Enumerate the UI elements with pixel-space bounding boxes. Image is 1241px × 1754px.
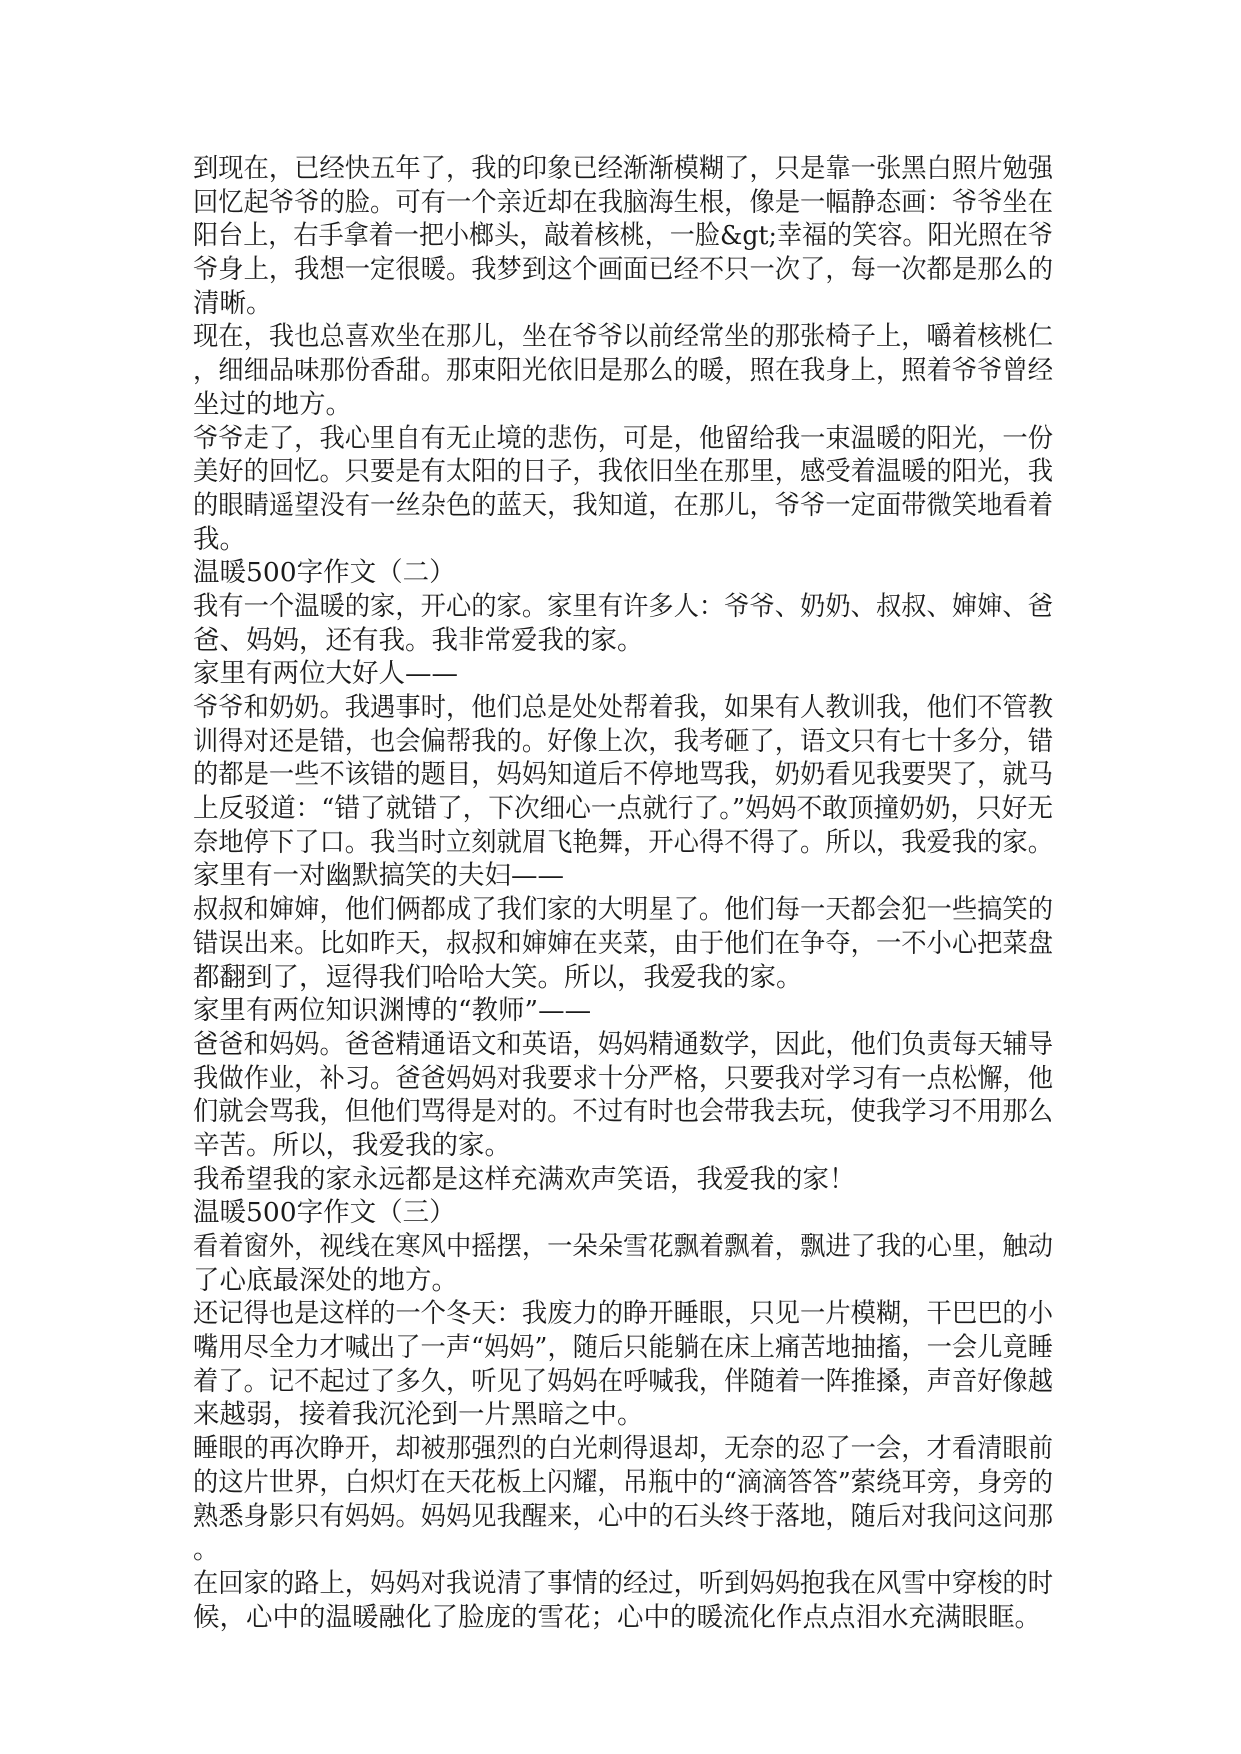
text-line: 我。 — [193, 523, 246, 555]
text-line: 睡眼的再次睁开，却被那强烈的白光刺得退却，无奈的忍了一会，才看清眼前 — [193, 1433, 1053, 1465]
text-line: 家里有两位大好人—— — [193, 658, 458, 690]
text-line: ，细细品味那份香甜。那束阳光依旧是那么的暖，照在我身上，照着爷爷曾经 — [193, 355, 1053, 387]
text-line: 的眼睛遥望没有一丝杂色的蓝天，我知道，在那儿，爷爷一定面带微笑地看着 — [193, 489, 1053, 521]
text-line: 家里有两位知识渊博的“教师”—— — [193, 995, 592, 1027]
text-line: 错误出来。比如昨天，叔叔和婶婶在夹菜，由于他们在争夺，一不小心把菜盘 — [193, 927, 1053, 959]
text-line: 。 — [193, 1534, 220, 1566]
text-line: 着了。记不起过了多久，听见了妈妈在呼喊我，伴随着一阵推搡，声音好像越 — [193, 1365, 1053, 1397]
text-line: 爸爸和妈妈。爸爸精通语文和英语，妈妈精通数学，因此，他们负责每天辅导 — [193, 1028, 1053, 1060]
text-line: 还记得也是这样的一个冬天：我废力的睁开睡眼，只见一片模糊，干巴巴的小 — [193, 1298, 1053, 1330]
text-line: 我做作业，补习。爸爸妈妈对我要求十分严格，只要我对学习有一点松懈，他 — [193, 1062, 1053, 1094]
text-line: 都翻到了，逗得我们哈哈大笑。所以，我爱我的家。 — [193, 961, 803, 993]
text-line: 温暖500字作文（二） — [193, 557, 456, 589]
text-line: 爸、妈妈，还有我。我非常爱我的家。 — [193, 624, 644, 656]
text-line: 训得对还是错，也会偏帮我的。好像上次，我考砸了，语文只有七十多分，错 — [193, 725, 1053, 757]
text-line: 清晰。 — [193, 287, 273, 319]
text-line: 阳台上，右手拿着一把小榔头，敲着核桃，一脸&gt;幸福的笑容。阳光照在爷 — [193, 220, 1053, 252]
text-line: 熟悉身影只有妈妈。妈妈见我醒来，心中的石头终于落地，随后对我问这问那 — [193, 1500, 1053, 1532]
text-line: 家里有一对幽默搞笑的夫妇—— — [193, 860, 564, 892]
text-line: 我希望我的家永远都是这样充满欢声笑语，我爱我的家！ — [193, 1163, 856, 1195]
text-line: 现在，我也总喜欢坐在那儿，坐在爷爷以前经常坐的那张椅子上，嚼着核桃仁 — [193, 321, 1053, 353]
text-line: 了心底最深处的地方。 — [193, 1264, 458, 1296]
text-line: 嘴用尽全力才喊出了一声“妈妈”，随后只能躺在床上痛苦地抽搐，一会儿竟睡 — [193, 1332, 1053, 1364]
text-line: 们就会骂我，但他们骂得是对的。不过有时也会带我去玩，使我学习不用那么 — [193, 1096, 1053, 1128]
text-line: 爷爷走了，我心里自有无止境的悲伤，可是，他留给我一束温暖的阳光，一份 — [193, 422, 1053, 454]
document-body — [193, 152, 1053, 1634]
text-line: 奈地停下了口。我当时立刻就眉飞艳舞，开心得不得了。所以，我爱我的家。 — [193, 826, 1053, 858]
text-line: 爷爷和奶奶。我遇事时，他们总是处处帮着我，如果有人教训我，他们不管教 — [193, 692, 1053, 723]
text-line: 到现在，已经快五年了，我的印象已经渐渐模糊了，只是靠一张黑白照片勉强 — [193, 153, 1053, 184]
text-line: 候，心中的温暖融化了脸庞的雪花；心中的暖流化作点点泪水充满眼眶。 — [193, 1601, 1041, 1633]
text-line: 在回家的路上，妈妈对我说清了事情的经过，听到妈妈抱我在风雪中穿梭的时 — [193, 1567, 1053, 1599]
text-line: 的这片世界，白炽灯在天花板上闪耀，吊瓶中的“滴滴答答”萦绕耳旁，身旁的 — [193, 1466, 1053, 1498]
text-line: 爷身上，我想一定很暖。我梦到这个画面已经不只一次了，每一次都是那么的 — [193, 254, 1053, 286]
text-line: 看着窗外，视线在寒风中摇摆，一朵朵雪花飘着飘着，飘进了我的心里，触动 — [193, 1231, 1053, 1262]
text-line: 坐过的地方。 — [193, 388, 352, 420]
text-line: 我有一个温暖的家，开心的家。家里有许多人：爷爷、奶奶、叔叔、婶婶、爸 — [193, 590, 1053, 622]
text-line: 来越弱，接着我沉沦到一片黑暗之中。 — [193, 1399, 644, 1431]
text-line: 辛苦。所以，我爱我的家。 — [193, 1129, 511, 1161]
text-line: 美好的回忆。只要是有太阳的日子，我依旧坐在那里，感受着温暖的阳光，我 — [193, 456, 1053, 488]
text-line: 温暖500字作文（三） — [193, 1197, 456, 1229]
text-line: 上反驳道：“错了就错了，下次细心一点就行了。”妈妈不敢顶撞奶奶，只好无 — [193, 793, 1053, 825]
text-line: 叔叔和婶婶，他们俩都成了我们家的大明星了。他们每一天都会犯一些搞笑的 — [193, 894, 1053, 926]
text-line: 回忆起爷爷的脸。可有一个亲近却在我脑海生根，像是一幅静态画：爷爷坐在 — [193, 186, 1053, 218]
text-line: 的都是一些不该错的题目，妈妈知道后不停地骂我，奶奶看见我要哭了，就马 — [193, 759, 1053, 791]
